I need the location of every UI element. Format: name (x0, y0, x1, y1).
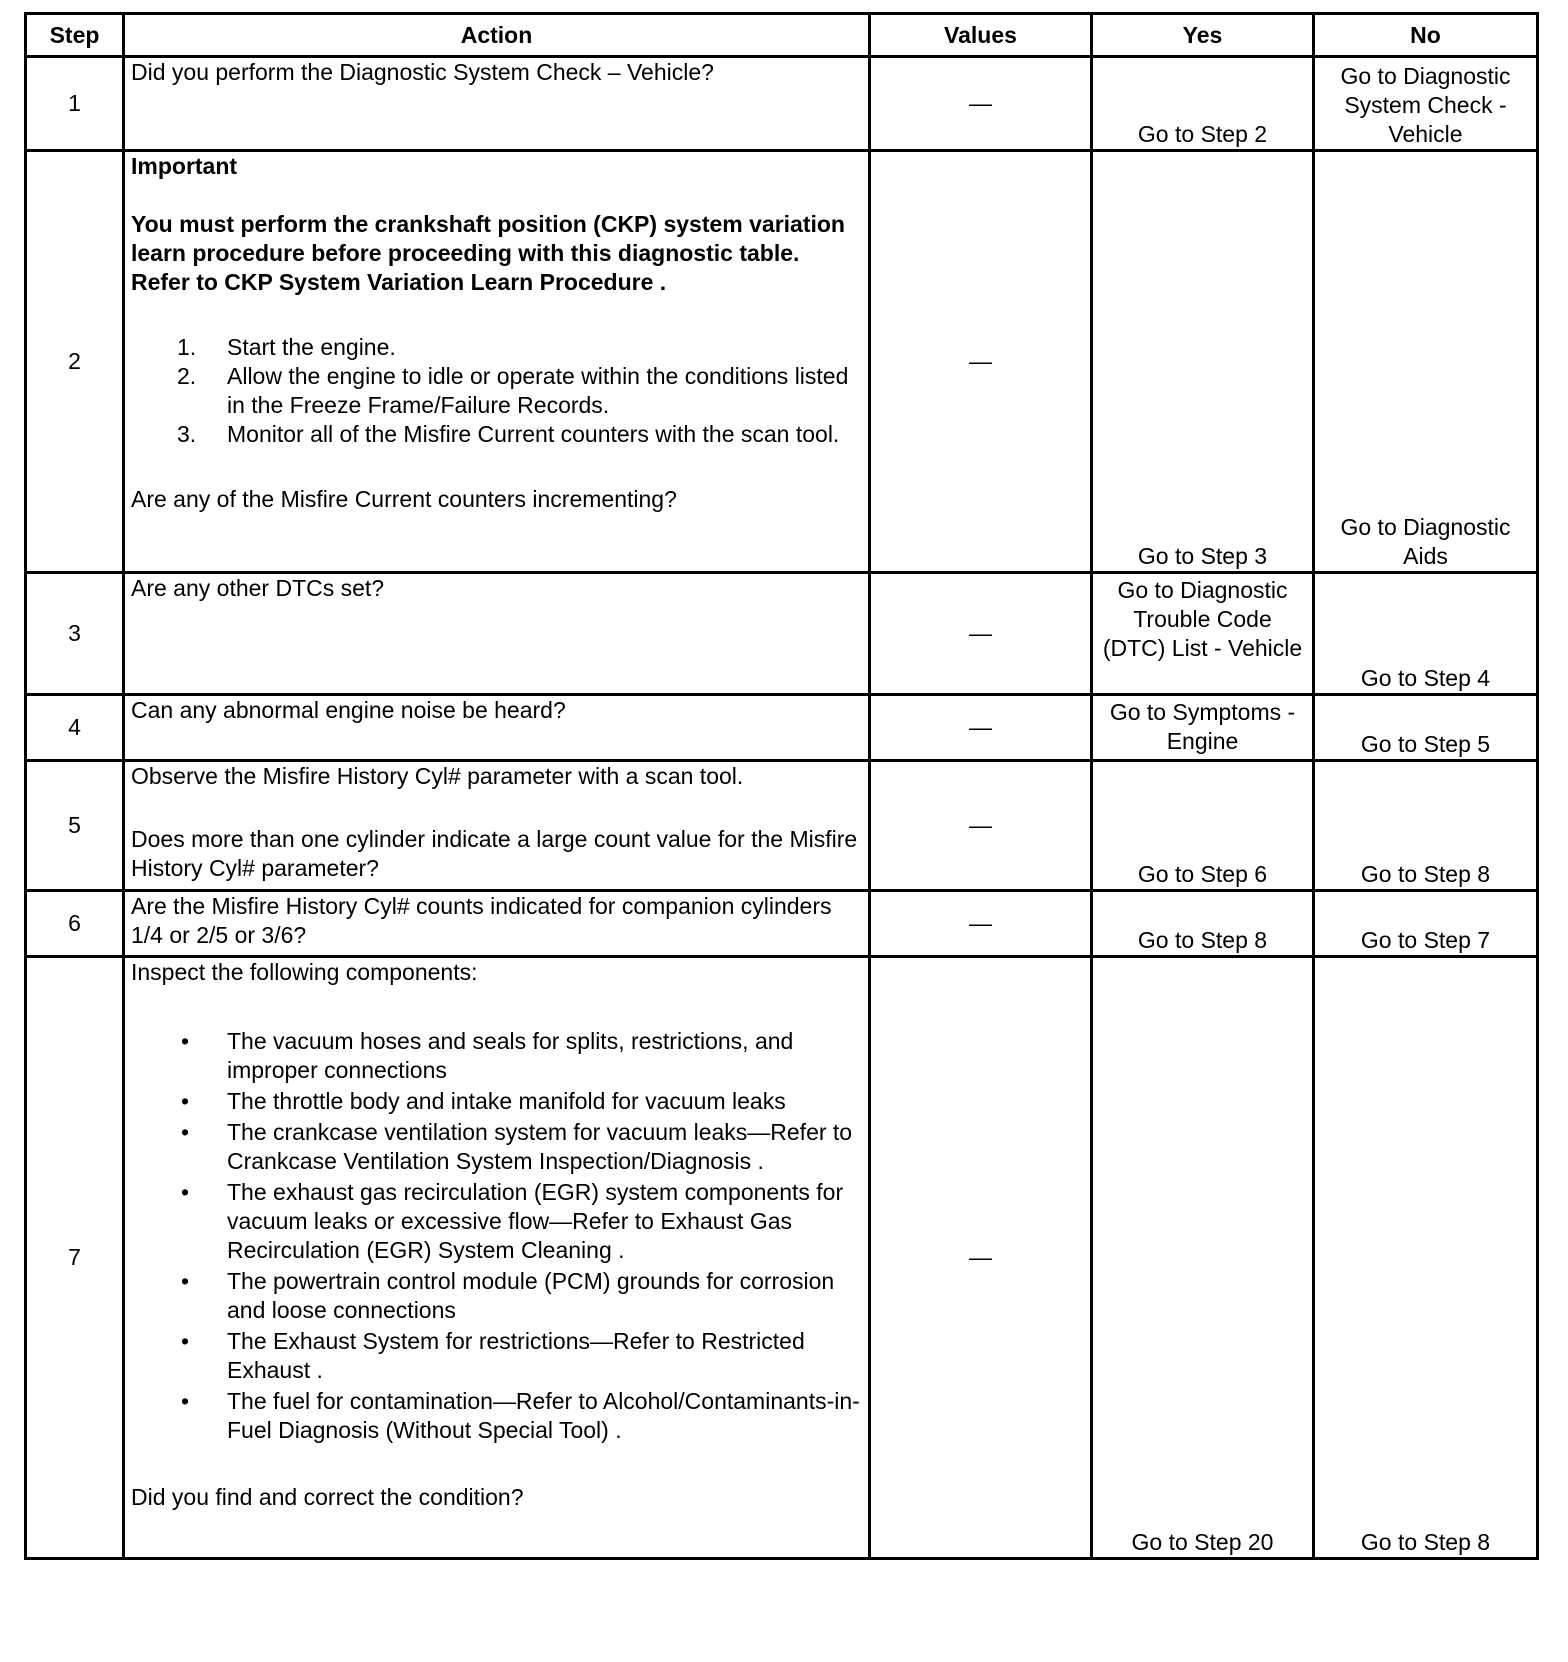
list-item: • The throttle body and intake manifold for vacuum leaks (181, 1088, 786, 1114)
values-cell: — (870, 573, 1092, 695)
action-question: Are any of the Misfire Current counters incrementing? (131, 486, 677, 512)
action-question: Does more than one cylinder indicate a large count value for the Misfire History Cyl# parameter? (131, 826, 858, 881)
list-item: 3. Monitor all of the Misfire Current counters with the scan tool. (177, 421, 840, 447)
action-cell (124, 891, 870, 957)
no-cell: Go to Step 4 (1314, 573, 1538, 695)
diagnostic-table (24, 12, 1539, 1560)
yes-cell: Go to Diagnostic Trouble Code (DTC) List - Vehicle (1092, 573, 1314, 695)
values-cell: — (870, 57, 1092, 151)
header-row (26, 14, 1538, 57)
action-text: Are any other DTCs set? (131, 575, 385, 601)
no-cell: Go to Step 8 (1314, 761, 1538, 891)
action-cell (124, 573, 870, 695)
step-number: 1 (26, 57, 124, 151)
action-text: Inspect the following components: (131, 959, 478, 985)
yes-cell: Go to Symptoms - Engine (1092, 695, 1314, 761)
no-cell: Go to Step 8 (1314, 957, 1538, 1559)
values-cell: — (870, 151, 1092, 573)
table-row-step-5 (26, 761, 1538, 891)
action-cell (124, 151, 870, 573)
no-cell: Go to Diagnostic System Check - Vehicle (1314, 57, 1538, 151)
header-no: No (1314, 14, 1538, 57)
table-row-step-6 (26, 891, 1538, 957)
list-item: • The fuel for contamination—Refer to Alcohol/Contaminants-in-Fuel Diagnosis (Without Special Tool) . (181, 1388, 860, 1443)
step-number: 5 (26, 761, 124, 891)
header-values: Values (870, 14, 1092, 57)
header-action: Action (124, 14, 870, 57)
no-cell: Go to Step 5 (1314, 695, 1538, 761)
table-row-step-2 (26, 151, 1538, 573)
step-number: 2 (26, 151, 124, 573)
step-number: 6 (26, 891, 124, 957)
values-cell: — (870, 957, 1092, 1559)
header-yes: Yes (1092, 14, 1314, 57)
list-item: • The Exhaust System for restrictions—Refer to Restricted Exhaust . (181, 1328, 805, 1383)
values-cell: — (870, 761, 1092, 891)
list-item: • The vacuum hoses and seals for splits, restrictions, and improper connections (181, 1028, 794, 1083)
yes-cell: Go to Step 6 (1092, 761, 1314, 891)
values-cell: — (870, 891, 1092, 957)
list-item: 1. Start the engine. (177, 334, 396, 360)
action-text: Observe the Misfire History Cyl# parameter with a scan tool. (131, 763, 744, 789)
yes-cell: Go to Step 3 (1092, 151, 1314, 573)
action-text: Can any abnormal engine noise be heard? (131, 697, 566, 723)
action-cell (124, 957, 870, 1559)
header-step: Step (26, 14, 124, 57)
table-row-step-1 (26, 57, 1538, 151)
yes-cell: Go to Step 8 (1092, 891, 1314, 957)
step-number: 7 (26, 957, 124, 1559)
table-row-step-7 (26, 957, 1538, 1559)
action-text: Did you perform the Diagnostic System Check – Vehicle? (131, 59, 714, 85)
action-text: Are the Misfire History Cyl# counts indicated for companion cylinders 1/4 or 2/5 or 3/6? (131, 893, 832, 948)
yes-cell: Go to Step 2 (1092, 57, 1314, 151)
action-cell (124, 57, 870, 151)
action-cell (124, 761, 870, 891)
yes-cell: Go to Step 20 (1092, 957, 1314, 1559)
procedure-list (131, 333, 862, 449)
no-cell: Go to Diagnostic Aids (1314, 151, 1538, 573)
list-item: • The powertrain control module (PCM) grounds for corrosion and loose connections (181, 1268, 835, 1323)
values-cell: — (870, 695, 1092, 761)
step-number: 3 (26, 573, 124, 695)
table-row-step-3 (26, 573, 1538, 695)
important-label: Important (131, 153, 238, 179)
step-number: 4 (26, 695, 124, 761)
list-item: • The exhaust gas recirculation (EGR) system components for vacuum leaks or excessive flow—Refer to Exhaust Gas Recirculation (EGR) System Cleaning . (181, 1179, 844, 1263)
important-text: You must perform the crankshaft position (CKP) system variation learn procedure before proceeding with this diagnostic table. Refer to CKP System Variation Learn Procedure . (131, 211, 845, 295)
no-cell: Go to Step 7 (1314, 891, 1538, 957)
component-list (131, 1027, 862, 1445)
action-question: Did you find and correct the condition? (131, 1484, 524, 1510)
action-cell (124, 695, 870, 761)
list-item: 2. Allow the engine to idle or operate within the conditions listed in the Freeze Frame/Failure Records. (177, 363, 849, 418)
list-item: • The crankcase ventilation system for vacuum leaks—Refer to Crankcase Ventilation System Inspection/Diagnosis . (181, 1119, 853, 1174)
table-row-step-4 (26, 695, 1538, 761)
